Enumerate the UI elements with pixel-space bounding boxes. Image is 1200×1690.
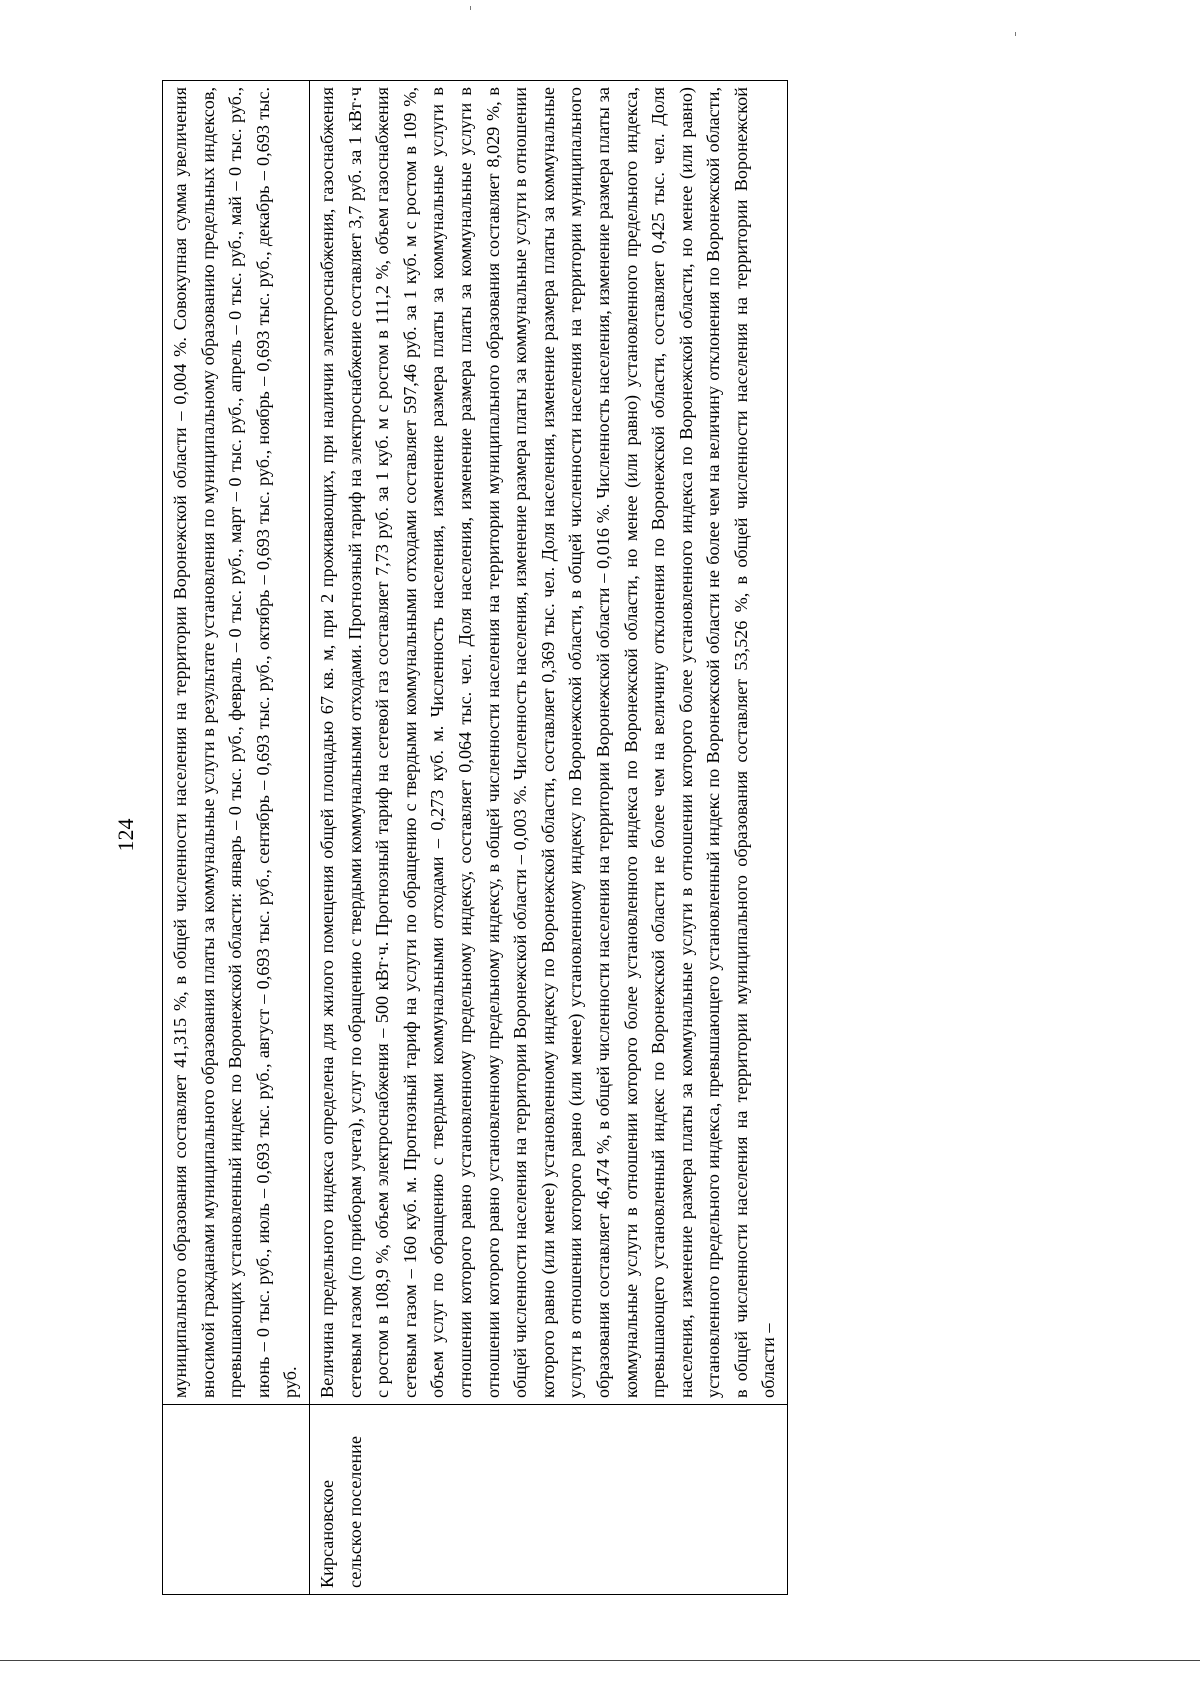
- description-cell: Величина предельного индекса определена для жилого помещения общей площадью 67 кв. м, при 2 проживающих, при наличии электроснабжения, газоснабжения сетевым газом (по приборам учета), услуг по обращению с твердыми коммунальными отходами. Прогнозный тариф на электроснабжение составляет 3,7 руб. за 1 кВт·ч с ростом в 108,9 %, объем электроснабжения – 500 кВт·ч. Прогнозный тариф на сетевой газ составляет 7,73 руб. за 1 куб. м с ростом в 111,2 %, объем газоснабжения сетевым газом – 160 куб. м. Прогнозный тариф на услуги по обращению с твердыми коммунальными отходами составляет 597,46 руб. за 1 куб. м с ростом в 109 %, объем услуг по обращению с твердыми коммунальными отходами – 0,273 куб. м. Численность населения, изменение размера платы за коммунальные услуги в отношении которого равно установленному предельному индексу, составляет 0,064 тыс. чел. Доля населения, изменение размера платы за коммунальные услуги в отношении которого равно установленному предельному индексу, в общей численности населения на территории муниципального образования составляет 8,029 %, в общей численности населения на территории Воронежской области – 0,003 %. Численность населения, изменение размера платы за коммунальные услуги в отношении которого равно (или менее) установленному индексу по Воронежской области, составляет 0,369 тыс. чел. Доля населения, изменение размера платы за коммунальные услуги в отношении которого равно (или менее) установленному индексу по Воронежской области, в общей численности населения на территории муниципального образования составляет 46,474 %, в общей численности населения на территории Воронежской области – 0,016 %. Численность населения, изменение размера платы за коммунальные услуги в отношении которого более установленного индекса по Воронежской области, но менее (или равно) установленного предельного индекса, превышающего установленный индекс по Воронежской области не более чем на величину отклонения по Воронежской области, составляет 0,425 тыс. чел. Доля населения, изменение размера платы за коммунальные услуги в отношении которого более установленного индекса по Воронежской области, но менее (или равно) установленного предельного индекса, превышающего установленный индекс по Воронежской области не более чем на величину отклонения по Воронежской области, в общей численности населения на территории муниципального образования составляет 53,526 %, в общей численности населения на территории Воронежской области –: [309, 81, 787, 1405]
- table-row: [309, 81, 787, 1595]
- scan-mark: [470, 6, 471, 10]
- scan-edge-line: [0, 1660, 1200, 1661]
- table-row: [163, 81, 310, 1595]
- tariff-table: [162, 80, 788, 1595]
- scan-mark: [1015, 32, 1016, 36]
- page-number: 124: [113, 818, 138, 852]
- settlement-name-cell: Кирсановское сельское поселение: [309, 1405, 787, 1595]
- settlement-name-cell: [163, 1405, 310, 1595]
- rotated-content: [106, 35, 1200, 1635]
- description-cell: муниципального образования составляет 41,315 %, в общей численности населения на территории Воронежской области – 0,004 %. Совокупная сумма увеличения вносимой гражданами муниципального образования платы за коммунальные услуги в результате установления по муниципальному образованию предельных индексов, превышающих установленный индекс по Воронежской области: январь – 0 тыс. руб., февраль – 0 тыс. руб., март – 0 тыс. руб., апрель – 0 тыс. руб., май – 0 тыс. руб., июнь – 0 тыс. руб., июль – 0,693 тыс. руб., август – 0,693 тыс. руб., сентябрь – 0,693 тыс. руб., октябрь – 0,693 тыс. руб., ноябрь – 0,693 тыс. руб., декабрь – 0,693 тыс. руб.: [163, 81, 310, 1405]
